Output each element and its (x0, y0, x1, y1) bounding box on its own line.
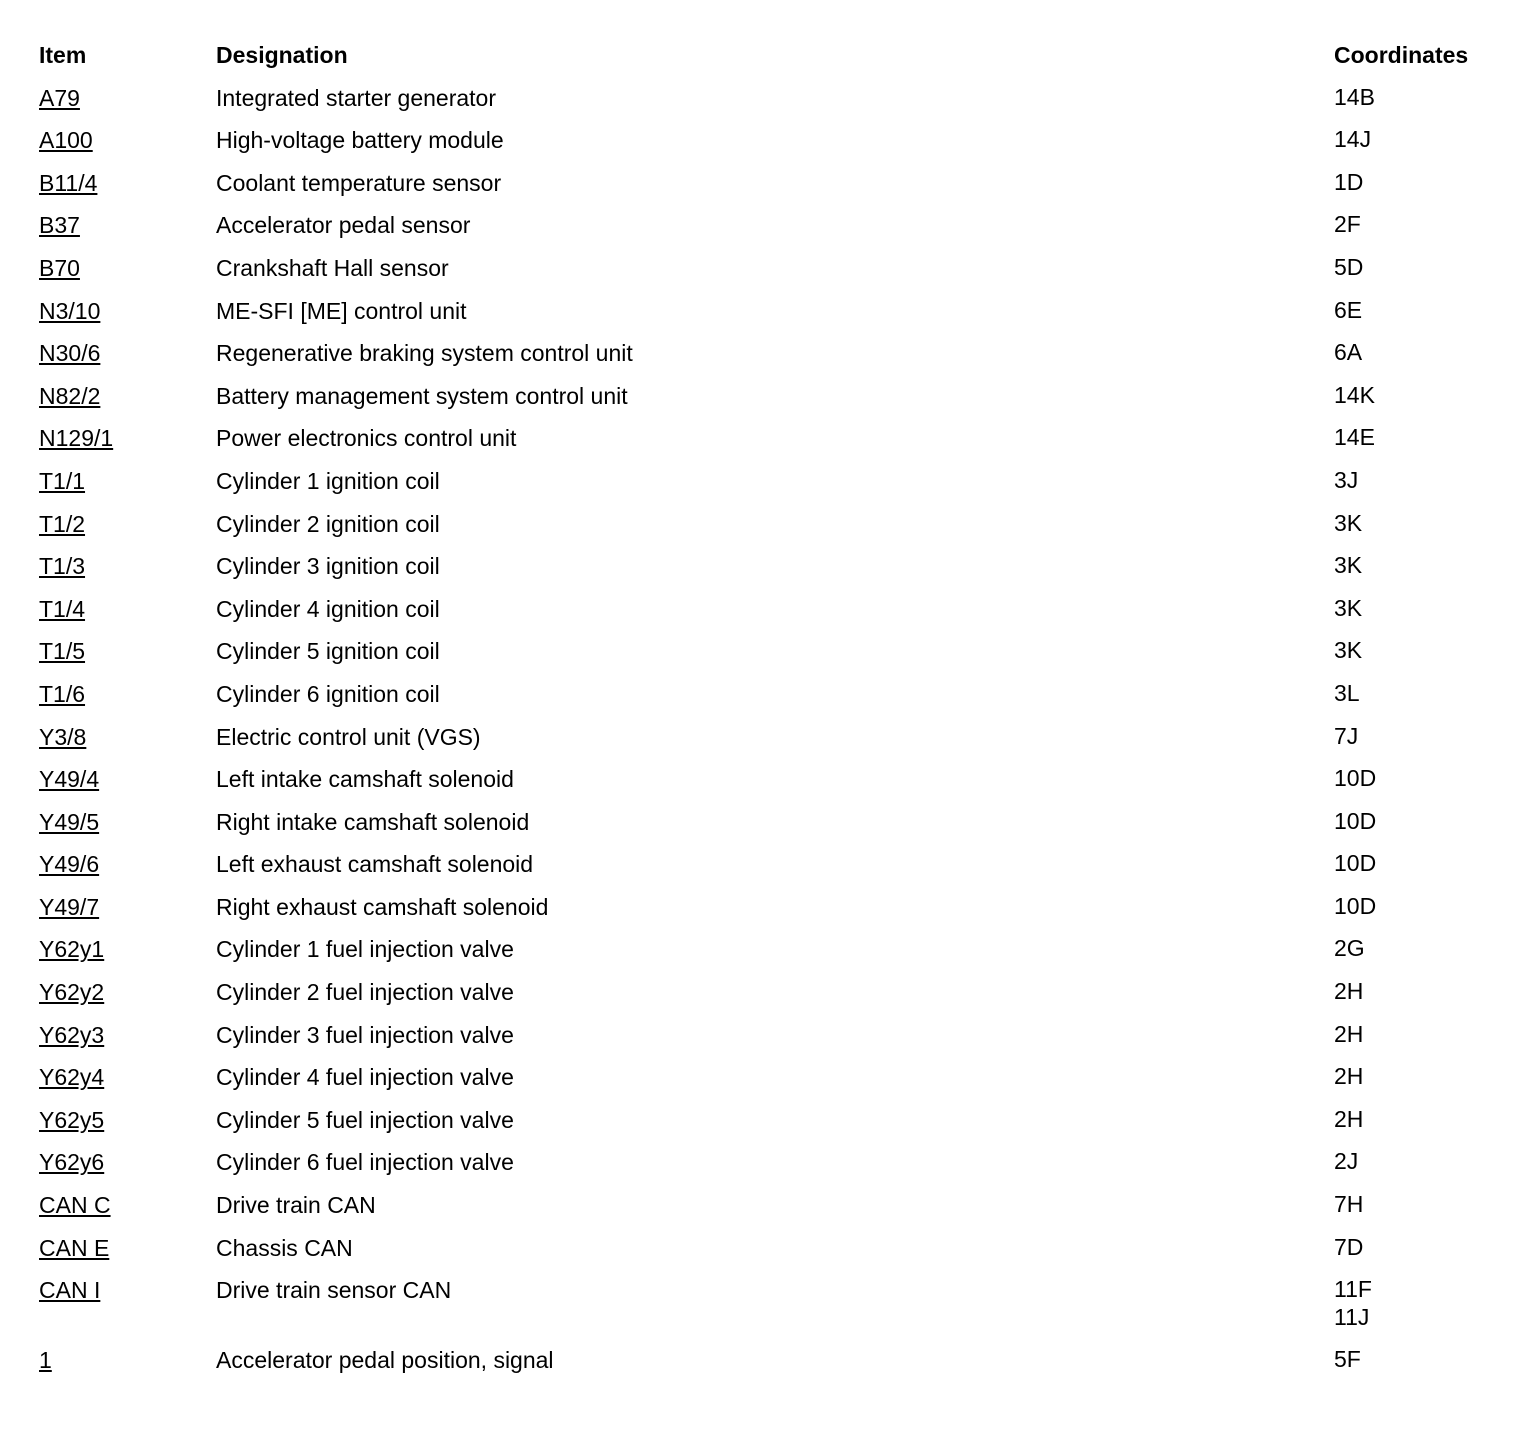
coordinate-value: 14J (1334, 126, 1372, 153)
table-row (39, 1345, 1489, 1388)
item-link[interactable]: T1/2 (39, 510, 86, 537)
designation-text: Power electronics control unit (216, 425, 517, 452)
item-link[interactable]: Y49/6 (39, 851, 100, 878)
item-link[interactable]: N30/6 (39, 340, 101, 367)
designation-text: Cylinder 4 ignition coil (216, 595, 440, 622)
designation-text: Cylinder 5 ignition coil (216, 638, 440, 665)
table-row (39, 807, 1489, 850)
coordinate-value: 6E (1334, 296, 1363, 323)
table-row (39, 509, 1489, 552)
table-row (39, 892, 1489, 935)
coordinate-value: 10D (1334, 892, 1377, 919)
table-row (39, 1190, 1489, 1233)
table-row (39, 423, 1489, 466)
designation-text: Drive train CAN (216, 1192, 376, 1219)
coordinates-cell (1334, 381, 1375, 409)
table-row (39, 764, 1489, 807)
table-row (39, 1147, 1489, 1190)
coordinates-cell (1334, 764, 1376, 792)
coordinate-value: 2G (1334, 935, 1365, 962)
designation-text: Cylinder 3 ignition coil (216, 553, 440, 580)
table-row (39, 977, 1489, 1020)
coordinates-cell (1334, 594, 1362, 622)
coordinates-cell (1334, 807, 1376, 835)
coordinates-cell (1334, 1105, 1363, 1133)
item-link[interactable]: Y3/8 (39, 723, 87, 750)
table-row (39, 849, 1489, 892)
designation-text: Cylinder 3 fuel injection valve (216, 1021, 514, 1048)
coordinates-cell (1334, 168, 1363, 196)
coordinate-value: 5F (1334, 1346, 1361, 1373)
designation-text: Electric control unit (VGS) (216, 723, 481, 750)
table-row (39, 934, 1489, 977)
coordinate-value: 10D (1334, 850, 1377, 877)
designation-text: Crankshaft Hall sensor (216, 254, 449, 281)
designation-text: Left intake camshaft solenoid (216, 766, 514, 793)
table-row (39, 636, 1489, 679)
coordinates-cell (1334, 509, 1362, 537)
coordinates-cell (1334, 83, 1375, 111)
coordinates-cell (1334, 1275, 1372, 1331)
item-link[interactable]: T1/3 (39, 553, 86, 580)
table-row (39, 1233, 1489, 1276)
table-row (39, 296, 1489, 339)
item-link[interactable]: Y62y5 (39, 1106, 105, 1133)
table-row (39, 1020, 1489, 1063)
item-link[interactable]: B11/4 (39, 169, 98, 196)
coordinate-value: 2H (1334, 978, 1364, 1005)
coordinate-value: 3K (1334, 594, 1363, 621)
designation-text: Drive train sensor CAN (216, 1277, 452, 1304)
coordinates-cell (1334, 849, 1376, 877)
designation-text: Accelerator pedal sensor (216, 212, 471, 239)
coordinate-value: 2F (1334, 211, 1361, 238)
designation-text: High-voltage battery module (216, 127, 504, 154)
table-row (39, 1105, 1489, 1148)
designation-text: Right intake camshaft solenoid (216, 808, 530, 835)
designation-text: Integrated starter generator (216, 84, 496, 111)
designation-text: Cylinder 4 fuel injection valve (216, 1064, 514, 1091)
coordinate-value: 5D (1334, 253, 1364, 280)
coordinate-value: 3K (1334, 552, 1363, 579)
designation-text: Cylinder 6 fuel injection valve (216, 1149, 514, 1176)
item-link[interactable]: B70 (39, 254, 80, 281)
coordinates-cell (1334, 210, 1361, 238)
designation-text: ME-SFI [ME] control unit (216, 297, 467, 324)
coordinates-cell (1334, 934, 1365, 962)
coordinate-value: 11J (1334, 1304, 1370, 1331)
table-row (39, 1062, 1489, 1105)
header-designation: Designation (216, 42, 348, 68)
coordinate-value: 2H (1334, 1020, 1364, 1047)
item-link[interactable]: Y62y2 (39, 979, 105, 1006)
item-link[interactable]: CAN C (39, 1192, 111, 1219)
item-link[interactable]: Y49/7 (39, 893, 100, 920)
table-row (39, 125, 1489, 168)
coordinate-value: 10D (1334, 765, 1377, 792)
item-link[interactable]: CAN I (39, 1277, 101, 1304)
item-link[interactable]: Y62y3 (39, 1021, 105, 1048)
table-row (39, 210, 1489, 253)
designation-text: Cylinder 1 fuel injection valve (216, 936, 514, 963)
item-link[interactable]: 1 (39, 1347, 52, 1374)
item-link[interactable]: T1/1 (39, 467, 86, 494)
table-row (39, 168, 1489, 211)
coordinate-value: 14K (1334, 381, 1375, 408)
coordinates-cell (1334, 636, 1362, 664)
item-link[interactable]: N129/1 (39, 425, 114, 452)
table-row (39, 594, 1489, 637)
table-row (39, 253, 1489, 296)
coordinate-value: 3J (1334, 466, 1359, 493)
coordinates-cell (1334, 466, 1358, 494)
table-row (39, 551, 1489, 594)
coordinates-cell (1334, 1062, 1363, 1090)
item-link[interactable]: CAN E (39, 1234, 110, 1261)
item-link[interactable]: A79 (39, 84, 80, 111)
designation-text: Battery management system control unit (216, 382, 628, 409)
coordinate-value: 3K (1334, 637, 1363, 664)
table-row (39, 1275, 1489, 1345)
designation-text: Regenerative braking system control unit (216, 340, 633, 367)
coordinates-cell (1334, 1233, 1363, 1261)
designation-text: Cylinder 2 fuel injection valve (216, 979, 514, 1006)
designation-text: Coolant temperature sensor (216, 169, 502, 196)
coordinate-value: 3K (1334, 509, 1363, 536)
table-row (39, 83, 1489, 126)
coordinate-value: 2H (1334, 1063, 1364, 1090)
table-row (39, 679, 1489, 722)
item-link[interactable]: A100 (39, 127, 93, 154)
table-row (39, 338, 1489, 381)
item-link[interactable]: N3/10 (39, 297, 101, 324)
designation-text: Cylinder 6 ignition coil (216, 680, 440, 707)
coordinates-cell (1334, 1020, 1363, 1048)
coordinates-cell (1334, 253, 1363, 281)
designation-text: Chassis CAN (216, 1234, 353, 1261)
coordinate-value: 14E (1334, 424, 1375, 451)
item-link[interactable]: N82/2 (39, 382, 101, 409)
item-link[interactable]: B37 (39, 212, 80, 239)
coordinates-cell (1334, 1345, 1361, 1373)
coordinate-value: 7H (1334, 1191, 1364, 1218)
table-header (39, 40, 1489, 83)
coordinates-cell (1334, 1147, 1358, 1175)
coordinates-cell (1334, 722, 1358, 750)
coordinate-value: 6A (1334, 339, 1363, 366)
coordinates-cell (1334, 423, 1375, 451)
table-row (39, 381, 1489, 424)
coordinates-cell (1334, 296, 1362, 324)
designation-text: Cylinder 1 ignition coil (216, 467, 440, 494)
designation-text: Left exhaust camshaft solenoid (216, 851, 534, 878)
coordinate-value: 2H (1334, 1105, 1364, 1132)
coordinate-value: 2J (1334, 1148, 1359, 1175)
header-coordinates: Coordinates (1334, 42, 1469, 68)
item-link[interactable]: Y49/5 (39, 808, 100, 835)
coordinates-cell (1334, 125, 1371, 153)
table-row (39, 722, 1489, 765)
coordinate-value: 7D (1334, 1233, 1364, 1260)
coordinates-cell (1334, 977, 1363, 1005)
item-link[interactable]: T1/4 (39, 595, 86, 622)
item-link[interactable]: T1/6 (39, 680, 86, 707)
table-row (39, 466, 1489, 509)
header-item: Item (39, 42, 87, 68)
coordinates-cell (1334, 679, 1360, 707)
coordinates-cell (1334, 338, 1362, 366)
item-link[interactable]: Y62y4 (39, 1064, 105, 1091)
item-link[interactable]: Y49/4 (39, 766, 100, 793)
designation-text: Cylinder 5 fuel injection valve (216, 1106, 514, 1133)
coordinates-cell (1334, 892, 1376, 920)
designation-text: Cylinder 2 ignition coil (216, 510, 440, 537)
coordinate-value: 11F (1334, 1276, 1372, 1303)
item-link[interactable]: Y62y1 (39, 936, 105, 963)
coordinates-cell (1334, 551, 1362, 579)
coordinates-cell (1334, 1190, 1363, 1218)
coordinate-value: 14B (1334, 83, 1375, 110)
designation-text: Accelerator pedal position, signal (216, 1347, 554, 1374)
coordinate-value: 1D (1334, 168, 1364, 195)
table-body (39, 83, 1489, 1388)
item-link[interactable]: T1/5 (39, 638, 86, 665)
legend-table (39, 40, 1489, 1388)
designation-text: Right exhaust camshaft solenoid (216, 893, 549, 920)
coordinate-value: 3L (1334, 679, 1360, 706)
coordinate-value: 7J (1334, 722, 1359, 749)
coordinate-value: 10D (1334, 807, 1377, 834)
item-link[interactable]: Y62y6 (39, 1149, 105, 1176)
